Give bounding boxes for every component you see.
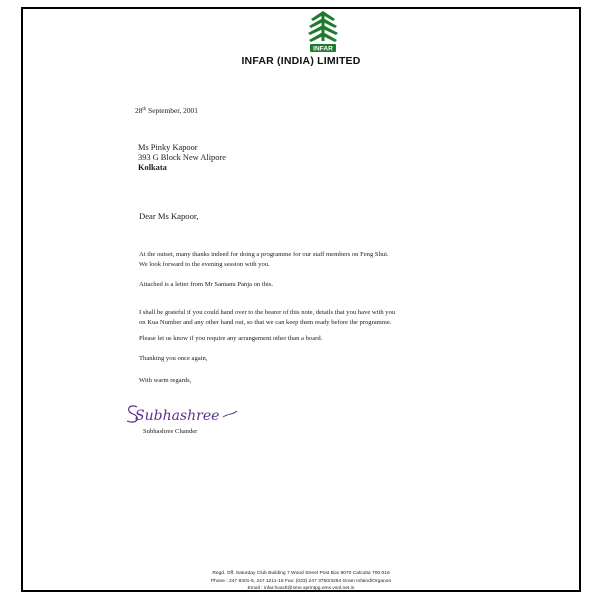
salutation: Dear Ms Kapoor, — [139, 211, 199, 221]
recipient-name: Ms Pinky Kapoor — [138, 143, 198, 152]
signature-text: Subhashree — [135, 408, 220, 424]
recipient-address — [138, 143, 226, 174]
letter-page — [21, 7, 581, 592]
letterhead-footer — [23, 570, 579, 593]
handwritten-signature — [123, 395, 243, 429]
paragraph-attachment: Attached is a letter from Mr Santanu Panja on this. — [139, 281, 274, 288]
paragraph-thanks: At the outset, many thanks indeed for doing a programme for our staff members on Feng Shui. We look forward to the evening session with you. — [139, 251, 389, 268]
closing-regards: With warm regards, — [139, 377, 192, 384]
paragraph-request: I shall be grateful if you could hand over to the bearer of this note, details that you have with you on Kua Number and any other hand out, so that we can keep them ready before the programme. — [139, 309, 396, 326]
letter-date: 28th September, 2001 — [135, 106, 198, 115]
footer-phone: Phone : 247 8301-5, 247 1211-15 Fax: (033) 247 3750/3254 Gram Infaind/Organon — [210, 578, 392, 584]
company-name: INFAR (INDIA) LIMITED — [241, 55, 361, 67]
signer-name: Subhashree Chander — [143, 428, 198, 435]
footer-address: Regd. Off. Saturday Club Building 7 Wood Street Post Box 9070 Calcutta 700 016 — [212, 571, 390, 576]
footer-email: Email : infar.hoactl@sme.sprintpg.ems.vsnl.net.in — [247, 586, 355, 592]
paragraph-arrangement: Please let us know if you require any arrangement other than a board. — [139, 335, 323, 342]
recipient-street: 393 G Block New Alipore — [138, 153, 226, 163]
recipient-city: Kolkata — [138, 163, 167, 173]
logo-text: INFAR — [313, 45, 333, 53]
infar-logo-icon — [291, 9, 355, 53]
paragraph-thanking: Thanking you once again, — [139, 355, 208, 362]
